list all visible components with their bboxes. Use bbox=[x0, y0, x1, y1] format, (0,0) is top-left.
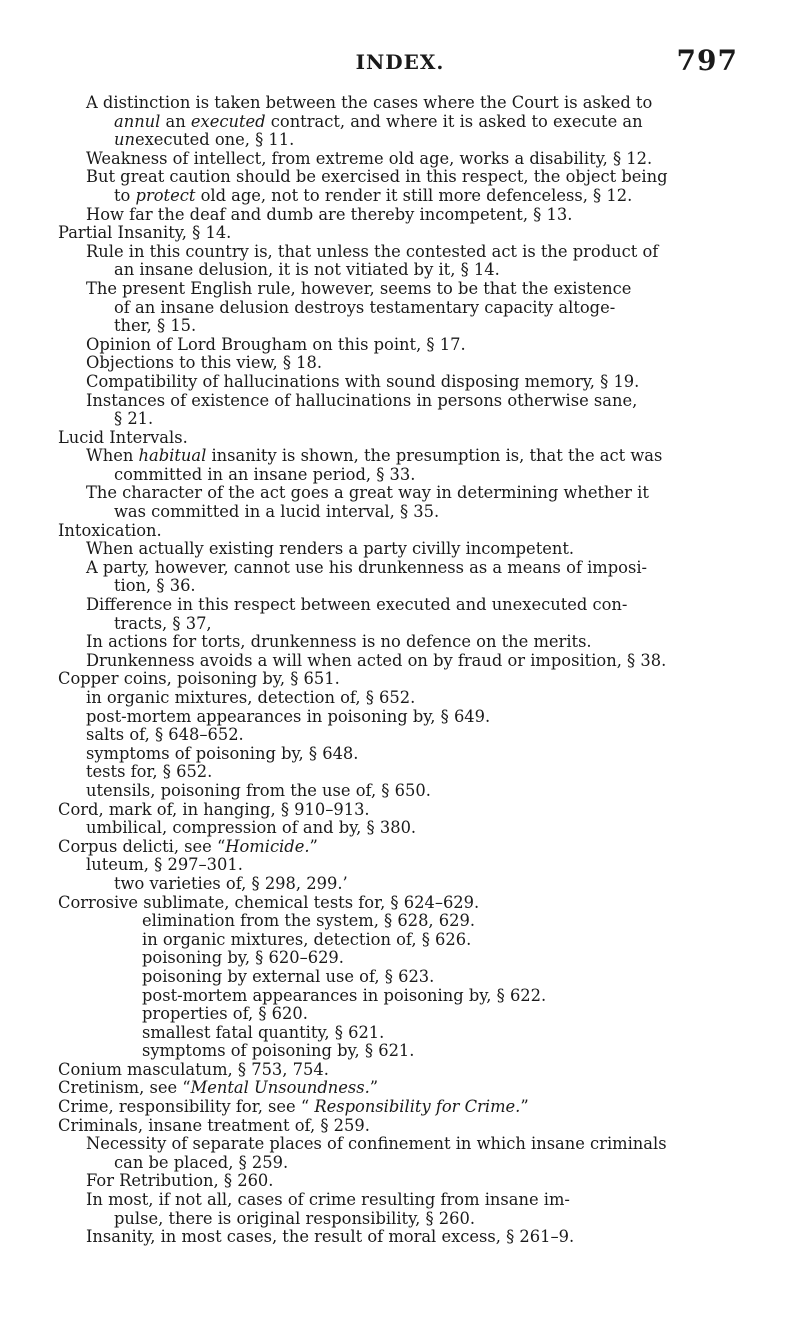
index-line bbox=[58, 763, 758, 782]
index-text: Opinion of Lord Brougham on this point, § 17. bbox=[86, 334, 466, 354]
index-text-italic: Homicide. bbox=[225, 836, 310, 856]
index-text: Rule in this country is, that unless the contested act is the product of bbox=[86, 241, 659, 261]
index-line bbox=[58, 1135, 758, 1154]
index-text: smallest fatal quantity, § 621. bbox=[142, 1022, 385, 1042]
index-text: § 21. bbox=[114, 409, 154, 429]
index-line bbox=[58, 912, 758, 931]
index-text: For Retribution, § 260. bbox=[86, 1171, 274, 1191]
index-line bbox=[58, 633, 758, 652]
index-line bbox=[58, 150, 758, 169]
index-text: in organic mixtures, detection of, § 626. bbox=[142, 929, 472, 949]
index-text: symptoms of poisoning by, § 621. bbox=[142, 1041, 415, 1061]
index-text-italic: Mental Unsoundness. bbox=[190, 1078, 370, 1098]
index-text-italic: habitual bbox=[138, 446, 207, 466]
index-line bbox=[58, 113, 758, 132]
index-line bbox=[58, 336, 758, 355]
index-text: salts of, § 648–652. bbox=[86, 725, 244, 745]
index-text: ” bbox=[309, 836, 318, 856]
index-text: properties of, § 620. bbox=[142, 1004, 308, 1024]
index-line bbox=[58, 447, 758, 466]
index-line bbox=[58, 466, 758, 485]
index-line bbox=[58, 1117, 758, 1136]
index-text: Corpus delicti, see “ bbox=[58, 836, 226, 856]
index-text: two varieties of, § 298, 299.’ bbox=[114, 873, 348, 893]
index-text: was committed in a lucid interval, § 35. bbox=[114, 502, 440, 522]
index-text: executed one, § 11. bbox=[134, 130, 295, 150]
index-text: elimination from the system, § 628, 629. bbox=[142, 911, 476, 931]
index-text: Objections to this view, § 18. bbox=[86, 353, 323, 373]
index-line bbox=[58, 261, 758, 280]
index-text: umbilical, compression of and by, § 380. bbox=[86, 818, 417, 838]
index-text: ther, § 15. bbox=[114, 316, 197, 336]
index-text: Crime, responsibility for, see “ bbox=[58, 1097, 315, 1117]
page-header bbox=[0, 44, 800, 80]
index-text: poisoning by, § 620–629. bbox=[142, 948, 344, 968]
index-line bbox=[58, 540, 758, 559]
index-text: utensils, poisoning from the use of, § 650. bbox=[86, 780, 431, 800]
index-line bbox=[58, 299, 758, 318]
index-line bbox=[58, 168, 758, 187]
index-text: Difference in this respect between executed and unexecuted con- bbox=[86, 595, 628, 615]
index-line bbox=[58, 1228, 758, 1247]
index-line bbox=[58, 856, 758, 875]
index-text: A party, however, cannot use his drunkenness as a means of imposi- bbox=[86, 557, 648, 577]
index-text: luteum, § 297–301. bbox=[86, 855, 243, 875]
index-line bbox=[58, 224, 758, 243]
index-text-italic: un bbox=[114, 130, 135, 150]
index-line bbox=[58, 819, 758, 838]
index-text-italic: protect bbox=[135, 185, 196, 205]
index-line bbox=[58, 484, 758, 503]
index-text: But great caution should be exercised in this respect, the object being bbox=[86, 167, 668, 187]
running-head: INDEX. bbox=[355, 50, 445, 74]
index-line bbox=[58, 1098, 758, 1117]
index-text: in organic mixtures, detection of, § 652. bbox=[86, 688, 416, 707]
index-text: Intoxication. bbox=[58, 520, 162, 540]
index-line bbox=[58, 429, 758, 448]
index-text: Weakness of intellect, from extreme old age, works a disability, § 12. bbox=[86, 148, 653, 168]
index-text: Conium masculatum, § 753, 754. bbox=[58, 1059, 329, 1079]
index-text: Drunkenness avoids a will when acted on by fraud or imposition, § 38. bbox=[86, 650, 667, 670]
index-line bbox=[58, 652, 758, 671]
index-line bbox=[58, 1061, 758, 1080]
index-line bbox=[58, 577, 758, 596]
index-line bbox=[58, 354, 758, 373]
index-body bbox=[58, 94, 758, 1247]
index-text: contract, and where it is asked to execute an bbox=[265, 111, 643, 131]
index-line bbox=[58, 745, 758, 764]
index-text: post-mortem appearances in poisoning by, § 649. bbox=[86, 706, 491, 726]
index-text: tion, § 36. bbox=[114, 576, 196, 596]
index-line bbox=[58, 1079, 758, 1098]
index-text: Insanity, in most cases, the result of moral excess, § 261–9. bbox=[86, 1227, 575, 1247]
index-text: Criminals, insane treatment of, § 259. bbox=[58, 1115, 370, 1135]
index-text: Cretinism, see “ bbox=[58, 1078, 191, 1098]
index-line bbox=[58, 131, 758, 150]
index-line bbox=[58, 243, 758, 262]
index-text: tests for, § 652. bbox=[86, 762, 213, 782]
index-line bbox=[58, 801, 758, 820]
index-text: ” bbox=[369, 1078, 379, 1098]
index-text: The present English rule, however, seems to be that the existence bbox=[86, 278, 632, 298]
index-line bbox=[58, 1005, 758, 1024]
index-text: When actually existing renders a party civilly incompetent. bbox=[86, 539, 575, 559]
index-line bbox=[58, 1191, 758, 1210]
index-line bbox=[58, 187, 758, 206]
index-line bbox=[58, 670, 758, 689]
index-text: ” bbox=[520, 1097, 529, 1117]
index-line bbox=[58, 373, 758, 392]
index-text: to bbox=[114, 185, 136, 205]
index-text: Instances of existence of hallucinations in persons otherwise sane, bbox=[86, 390, 638, 410]
index-line bbox=[58, 615, 758, 634]
index-line bbox=[58, 875, 758, 894]
index-text-italic: executed bbox=[190, 111, 266, 131]
index-text: The character of the act goes a great way in determining whether it bbox=[86, 483, 649, 503]
index-line bbox=[58, 708, 758, 727]
index-text: Corrosive sublimate, chemical tests for, § 624–629. bbox=[58, 892, 480, 912]
index-line bbox=[58, 94, 758, 113]
index-text: In actions for torts, drunkenness is no defence on the merits. bbox=[86, 632, 592, 652]
index-text: insanity is shown, the presumption is, that the act was bbox=[206, 446, 663, 466]
index-text: an bbox=[160, 111, 191, 131]
index-line bbox=[58, 410, 758, 429]
index-text: Lucid Intervals. bbox=[58, 427, 188, 447]
index-text: pulse, there is original responsibility, § 260. bbox=[114, 1208, 476, 1228]
index-line bbox=[58, 596, 758, 615]
index-line bbox=[58, 559, 758, 578]
index-text: A distinction is taken between the cases where the Court is asked to bbox=[86, 93, 653, 112]
index-text: How far the deaf and dumb are thereby incompetent, § 13. bbox=[86, 204, 573, 224]
index-line bbox=[58, 838, 758, 857]
index-line bbox=[58, 1172, 758, 1191]
index-line bbox=[58, 1210, 758, 1229]
index-text: In most, if not all, cases of crime resulting from insane im- bbox=[86, 1190, 570, 1210]
index-line bbox=[58, 280, 758, 299]
index-line bbox=[58, 931, 758, 950]
index-line bbox=[58, 894, 758, 913]
index-text: of an insane delusion destroys testamentary capacity altoge- bbox=[114, 297, 616, 317]
index-text-italic: Responsibility for Crime. bbox=[314, 1097, 521, 1117]
index-line bbox=[58, 1024, 758, 1043]
index-text: an insane delusion, it is not vitiated by it, § 14. bbox=[114, 260, 500, 280]
index-text: Necessity of separate places of confinement in which insane criminals bbox=[86, 1134, 667, 1154]
index-text: tracts, § 37, bbox=[114, 613, 212, 633]
index-text: can be placed, § 259. bbox=[114, 1152, 289, 1172]
index-line bbox=[58, 392, 758, 411]
index-text: Copper coins, poisoning by, § 651. bbox=[58, 669, 340, 689]
index-line bbox=[58, 503, 758, 522]
index-text: committed in an insane period, § 33. bbox=[114, 464, 416, 484]
index-line bbox=[58, 949, 758, 968]
index-line bbox=[58, 689, 758, 708]
index-text: poisoning by external use of, § 623. bbox=[142, 966, 435, 986]
index-line bbox=[58, 987, 758, 1006]
index-line bbox=[58, 522, 758, 541]
index-text: post-mortem appearances in poisoning by, § 622. bbox=[142, 985, 547, 1005]
index-text: symptoms of poisoning by, § 648. bbox=[86, 743, 359, 763]
page-number: 797 bbox=[676, 44, 738, 77]
index-line bbox=[58, 782, 758, 801]
index-text: old age, not to render it still more defenceless, § 12. bbox=[195, 185, 633, 205]
index-text: When bbox=[86, 446, 139, 466]
index-line bbox=[58, 726, 758, 745]
index-line bbox=[58, 206, 758, 225]
index-text-italic: annul bbox=[114, 111, 161, 131]
index-text: Partial Insanity, § 14. bbox=[58, 223, 232, 243]
index-line bbox=[58, 1154, 758, 1173]
index-text: Cord, mark of, in hanging, § 910–913. bbox=[58, 799, 370, 819]
index-line bbox=[58, 968, 758, 987]
index-text: Compatibility of hallucinations with sound disposing memory, § 19. bbox=[86, 371, 640, 391]
index-line bbox=[58, 1042, 758, 1061]
index-line bbox=[58, 317, 758, 336]
